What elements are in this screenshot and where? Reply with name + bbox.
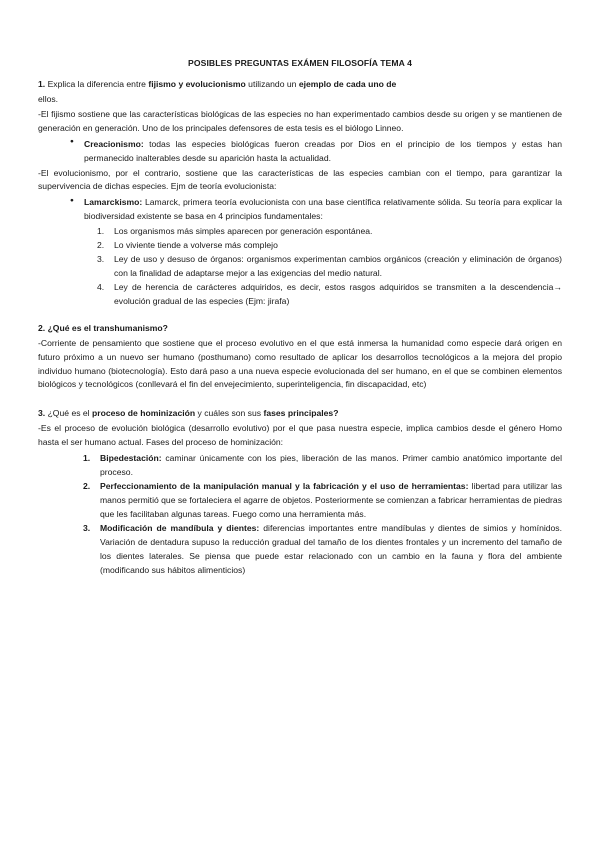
- question-3-prefix: ¿Qué es el: [47, 408, 92, 419]
- question-1-bold-2: ejemplo de cada uno de: [298, 79, 397, 89]
- list-item: [84, 138, 562, 166]
- question-1-mid: utilizando un: [245, 79, 299, 89]
- question-2-number: 2.: [38, 322, 46, 333]
- answer-3-phase-list: [38, 452, 562, 577]
- list-item: Ley de uso y desuso de órganos: organismos experimentan cambios orgánicos (creación y eliminación de órganos) con la finalidad de adaptarse mejor a las exigencias del medio natural.: [114, 254, 562, 278]
- question-2-text: ¿Qué es el transhumanismo?: [47, 322, 168, 333]
- bullet-term-creacionismo: Creacionismo:: [84, 138, 144, 149]
- list-item: [100, 480, 562, 522]
- question-1-number: 1.: [38, 79, 46, 89]
- section-spacer: [38, 394, 562, 407]
- page-title: POSIBLES PREGUNTAS EXÁMEN FILOSOFÍA TEMA 4: [188, 58, 412, 68]
- bullet-term-lamarckismo: Lamarckismo:: [84, 197, 143, 208]
- list-item: [100, 522, 562, 578]
- list-item: Los organismos más simples aparecen por generación espontánea.: [114, 226, 373, 237]
- answer-2-text: -Corriente de pensamiento que sostiene que el proceso evolutivo en el que está inmersa la humanidad como especie dará origen en futuro próximo a un nuevo ser humano (posthumano) como resultado de aplicar los desarrollos tecnológicos a la mejora del propio individuo humano (biotecnología). Esto dará paso a una nueva especie evolucionada del ser humano, en el que se combinen elementos biológicos y tecnológicos (conllevará el fin del envejecimiento, superinteligencia, fin discapacidad, etc): [38, 337, 562, 390]
- question-3-mid: y cuáles son sus: [195, 408, 264, 419]
- question-1-prefix: Explica la diferencia entre: [47, 79, 149, 89]
- question-3-bold-1: proceso de hominización: [91, 408, 196, 419]
- phase-term-mandibula: Modificación de mandíbula y dientes:: [100, 522, 260, 533]
- list-item: Lo viviente tiende a volverse más complejo: [114, 240, 278, 251]
- question-1-heading-line2: ellos.: [38, 93, 59, 104]
- section-spacer: [38, 309, 562, 322]
- list-item: Ley de herencia de carácteres adquiridos, es decir, estos rasgos adquiridos se transmiten a la descendencia→ evolución gradual de las especies (Ejm: jirafa): [114, 281, 562, 306]
- answer-1-intro: -El fijismo sostiene que las características biológicas de las especies no han experimentado cambios desde su origen y se mantienen de generación en generación. Uno de los principales defensores de esta tesis es el biólogo Linneo.: [38, 108, 562, 133]
- question-1-bold-1: fijismo y evolucionismo: [148, 79, 246, 89]
- phase-term-bipedestacion: Bipedestación:: [100, 453, 162, 464]
- list-item: [100, 452, 562, 480]
- phase-text-mandibula: diferencias importantes entre mandíbulas y dientes de simios y homínidos. Variación de dentadura supuso la reducción gradual del tamaño de los dientes frontales y un incremento del tamaño de los dientes laterales. Se piensa que puede estar relacionado con un cambio en la fauna y flora del ambiente (modificando sus hábitos alimenticios): [100, 522, 562, 575]
- answer-1-numbered-principles: [38, 225, 562, 309]
- bullet-text-creacionismo: todas las especies biológicas fueron creadas por Dios en el principio de los tiempos y estas han permanecido inalterables desde su aparición hasta la actualidad.: [84, 138, 562, 163]
- question-3-number: 3.: [38, 408, 46, 419]
- answer-1-bullet-list-evolucionismo: [38, 196, 562, 224]
- answer-3-intro: -Es el proceso de evolución biológica (desarrollo evolutivo) por el que pasa nuestra especie, implica cambios desde el género Homo hasta el ser humano actual. Fases del proceso de hominización:: [38, 423, 562, 448]
- phase-term-manipulacion: Perfeccionamiento de la manipulación manual y la fabricación y el uso de herramientas:: [100, 480, 469, 491]
- question-1-heading: [38, 78, 562, 92]
- question-3-bold-2: fases principales?: [263, 408, 339, 419]
- answer-1-mid: -El evolucionismo, por el contrario, sostiene que las características de las especies cambian con el tiempo, para garantizar la supervivencia de dichas especies. Ejm de teoría evolucionista:: [38, 167, 562, 192]
- question-2-heading: [38, 322, 562, 336]
- list-item: [84, 196, 562, 224]
- question-3-heading: [38, 407, 562, 421]
- phase-text-bipedestacion: caminar únicamente con los pies, liberación de las manos. Primer cambio anatómico importante del proceso.: [100, 453, 562, 478]
- answer-1-bullet-list-fijismo: [38, 138, 562, 166]
- phase-text-manipulacion: libertad para utilizar las manos permitió que se fortaleciera el agarre de objetos. Posteriormente se comienzan a fabricar herramientas de piedras que les facilitaban algunas tareas. Fuego como una herramienta más.: [100, 480, 562, 519]
- bullet-text-lamarckismo: Lamarck, primera teoría evolucionista con una base científica relativamente sólida. Su teoría para explicar la biodiversidad existente se basa en 4 principios fundamentales:: [84, 197, 562, 222]
